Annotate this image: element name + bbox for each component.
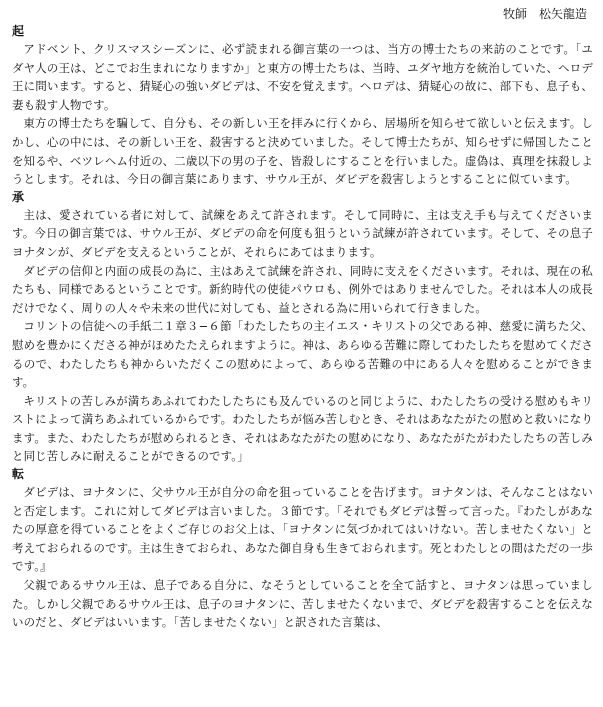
paragraph: アドベント、クリスマスシーズンに、必ず読まれる御言葉の一つは、当方の博士たちの来訪のことです。「ユダヤ人の王は、どこでお生まれになりますか」と東方の博士たちは、当時、ユダヤ地方を統治していた、ヘロデ王に問います。すると、猜疑心の強いダビデは、不安を覚えます。ヘロデは、猜疑心の故に、部下も、息子も、妻も殺す人物です。 (12, 42, 593, 112)
author-line: 牧師 松矢龍造 (502, 7, 587, 21)
section-heading-ten: 転 (12, 467, 25, 482)
paragraph: 父親であるサウル王は、息子である自分に、なそうとしていることを全て話すと、ヨナタンは思っていました。しかし父親であるサウル王は、息子のヨナタンに、苦しませたくないまで、ダビデを殺害することを伝えないのだと、ダビデはいいます。「苦しませたくない」と訳された言葉は、 (12, 578, 593, 630)
paragraph: 主は、愛されている者に対して、試練をあえて許されます。そして同時に、主は支え手も与えてくださいます。今日の御言葉では、サウル王が、ダビデの命を何度も狙うという試練が許されています。そして、その息子ヨナタンが、ダビデを支えるということが、それらにあてはまります。 (12, 207, 593, 259)
paragraph: コリントの信徒への手紙二１章３−６節「わたしたちの主イエス・キリストの父である神、慈愛に満ちた父、慰めを豊かにくださる神がほめたたえられますように。神は、あらゆる苦難に際してわたしたちを慰めてくださるので、わたしたちも神からいただくこの慰めによって、あらゆる苦難の中にある人々を慰めることができます。 (12, 319, 593, 390)
paragraph: ダビデは、ヨナタンに、父サウル王が自分の命を狙っていることを告げます。ヨナタンは、そんなことはないと否定します。これに対してダビデは言いました。３節です。「それでもダビデは誓って言った。『わたしがあなたの厚意を得ていることをよくご存じのお父上は、「ヨナタンに気づかれてはいけない。苦しませたくない」と考えておられるのです。主は生きておられ、あなた御自身も生きておられます。死とわたしとの間はただの一歩です。』 (12, 485, 593, 574)
section-heading-sho: 承 (12, 189, 25, 204)
paragraph: キリストの苦しみが満ちあふれてわたしたちにも及んでいるのと同じように、わたしたちの受ける慰めもキリストによって満ちあふれているからです。わたしたちが悩み苦しむとき、それはあなたがたの慰めと救いになります。また、わたしたちが慰められるとき、それはあなたがたの慰めになり、あなたがたがわたしたちの苦しみと同じ苦しみに耐えることができるのです。」 (12, 393, 593, 464)
section-heading-ki: 起 (12, 24, 25, 38)
paragraph: ダビデの信仰と内面の成長の為に、主はあえて試練を許され、同時に支えをくださいます。それは、現在の私たちも、同様であるということです。新約時代の使徒パウロも、例外ではありませんでした。それは本人の成長だけでなく、周りの人々や未来の世代に対しても、益とされる為に用いられて行きました。 (12, 263, 593, 315)
paragraph: 東方の博士たちを騙して、自分も、その新しい王を拝みに行くから、居場所を知らせて欲しいと伝えます。しかし、心の中には、その新しい王を、殺害すると決めていました。そして博士たちが、知らせずに帰国したことを知るや、ベツレヘム付近の、二歳以下の男の子を、皆殺しにすることを行いました。虚偽は、真理を抹殺しようとします。それは、今日の御言葉にあります、サウル王が、ダビデを殺害しようとすることに似ています。 (12, 116, 593, 187)
